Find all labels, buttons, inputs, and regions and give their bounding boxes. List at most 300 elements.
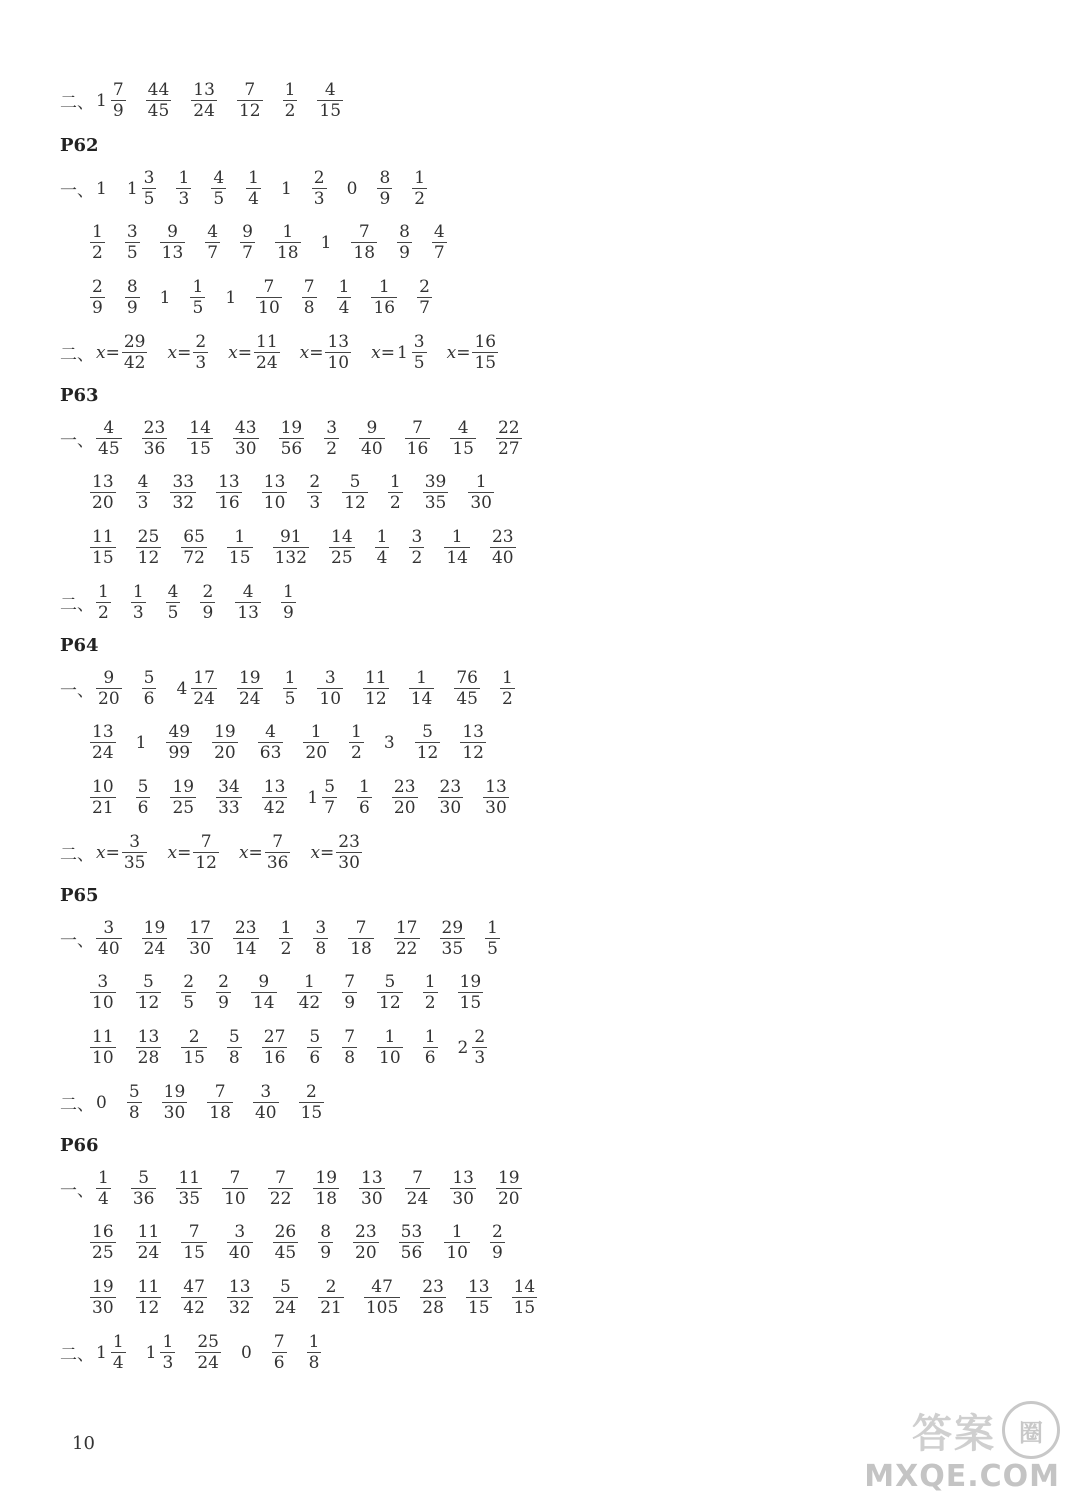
answer-row bbox=[60, 332, 498, 373]
answer-item bbox=[307, 1027, 322, 1068]
fraction bbox=[265, 832, 291, 873]
fraction bbox=[317, 668, 343, 709]
answer-item bbox=[127, 1082, 142, 1123]
denominator: 21 bbox=[320, 1298, 342, 1318]
numerator: 3 bbox=[103, 918, 115, 938]
fraction bbox=[405, 1168, 431, 1209]
answer-row bbox=[60, 1082, 324, 1123]
numerator: 2 bbox=[202, 582, 214, 602]
fraction bbox=[96, 668, 122, 709]
numerator: 23 bbox=[355, 1222, 377, 1242]
numerator: 91 bbox=[279, 527, 302, 547]
fraction bbox=[279, 418, 305, 459]
numerator: 1 bbox=[92, 222, 103, 242]
fraction bbox=[351, 222, 377, 263]
fraction bbox=[90, 972, 116, 1013]
numerator: 17 bbox=[193, 668, 215, 688]
denominator: 9 bbox=[379, 189, 391, 209]
answer-item bbox=[444, 1222, 470, 1263]
fraction bbox=[90, 722, 116, 763]
fraction bbox=[222, 1168, 248, 1209]
integer-answer: 1 bbox=[159, 287, 171, 308]
fraction bbox=[342, 1027, 357, 1068]
fraction bbox=[136, 972, 162, 1013]
answer-item bbox=[136, 472, 151, 513]
numerator: 1 bbox=[112, 1332, 124, 1352]
numerator: 7 bbox=[358, 222, 370, 242]
answer-item bbox=[468, 472, 494, 513]
numerator: 3 bbox=[129, 832, 141, 852]
denominator: 18 bbox=[276, 243, 299, 263]
denominator: 42 bbox=[183, 1298, 205, 1318]
denominator: 10 bbox=[224, 1189, 246, 1209]
answer-item bbox=[262, 472, 288, 513]
answer-item bbox=[412, 168, 427, 209]
answer-row bbox=[60, 1222, 505, 1263]
denominator: 16 bbox=[373, 298, 396, 318]
answer-item bbox=[450, 418, 476, 459]
numerator: 19 bbox=[163, 1082, 186, 1102]
numerator: 5 bbox=[422, 722, 433, 742]
numerator: 7 bbox=[200, 832, 212, 852]
numerator: 19 bbox=[315, 1168, 338, 1188]
fraction bbox=[191, 668, 217, 709]
answer-item bbox=[222, 1168, 248, 1209]
numerator: 4 bbox=[242, 582, 254, 602]
answer-item bbox=[321, 233, 332, 253]
fraction bbox=[96, 582, 111, 623]
answer-item bbox=[146, 1332, 176, 1373]
denominator: 15 bbox=[228, 548, 251, 568]
numerator: 13 bbox=[361, 1168, 383, 1188]
numerator: 1 bbox=[416, 668, 427, 688]
numerator: 13 bbox=[467, 1277, 490, 1297]
answer-item bbox=[146, 80, 172, 121]
fraction bbox=[281, 582, 296, 623]
numerator: 5 bbox=[279, 1277, 291, 1297]
answer-item bbox=[233, 918, 259, 959]
fraction bbox=[187, 418, 213, 459]
equation-lhs: x= bbox=[167, 842, 192, 863]
fraction bbox=[377, 1027, 403, 1068]
denominator: 8 bbox=[315, 939, 327, 959]
denominator: 9 bbox=[112, 101, 124, 121]
denominator: 2 bbox=[389, 493, 401, 513]
answer-item bbox=[310, 832, 361, 873]
whole-number: 4 bbox=[176, 678, 188, 699]
fraction bbox=[211, 168, 226, 209]
fraction bbox=[432, 222, 447, 263]
fraction bbox=[423, 972, 438, 1013]
answer-item bbox=[90, 722, 116, 763]
denominator: 9 bbox=[126, 298, 138, 318]
answer-item bbox=[297, 972, 323, 1013]
answer-item bbox=[329, 527, 355, 568]
answer-item bbox=[233, 418, 259, 459]
numerator: 5 bbox=[137, 777, 149, 797]
fraction bbox=[142, 168, 157, 209]
denominator: 4 bbox=[248, 189, 259, 209]
answer-item bbox=[195, 1332, 221, 1373]
equation-lhs: x= bbox=[238, 842, 263, 863]
fraction bbox=[142, 418, 168, 459]
denominator: 13 bbox=[161, 243, 184, 263]
answer-item bbox=[377, 972, 403, 1013]
answer-item bbox=[136, 733, 147, 753]
fraction bbox=[312, 168, 327, 209]
fraction bbox=[96, 418, 122, 459]
fraction bbox=[146, 80, 172, 121]
fraction bbox=[90, 1222, 116, 1263]
answer-item bbox=[405, 418, 431, 459]
numerator: 1 bbox=[384, 1027, 396, 1047]
denominator: 9 bbox=[320, 1243, 332, 1263]
denominator: 20 bbox=[98, 689, 120, 709]
fraction bbox=[90, 222, 105, 263]
numerator: 23 bbox=[234, 918, 257, 938]
numerator: 2 bbox=[325, 1277, 337, 1297]
denominator: 18 bbox=[209, 1103, 231, 1123]
numerator: 4 bbox=[433, 222, 445, 242]
denominator: 35 bbox=[178, 1189, 201, 1209]
numerator: 1 bbox=[98, 1168, 109, 1188]
answer-item bbox=[423, 472, 449, 513]
denominator: 4 bbox=[376, 548, 388, 568]
fraction bbox=[472, 332, 498, 373]
numerator: 19 bbox=[497, 1168, 520, 1188]
answer-item bbox=[90, 1027, 116, 1068]
denominator: 4 bbox=[338, 298, 350, 318]
denominator: 7 bbox=[419, 298, 430, 318]
fraction bbox=[490, 527, 516, 568]
fraction bbox=[468, 472, 494, 513]
numerator: 3 bbox=[143, 168, 155, 188]
fraction bbox=[262, 1027, 288, 1068]
answer-item bbox=[176, 1168, 202, 1209]
denominator: 8 bbox=[308, 1353, 320, 1373]
fraction bbox=[454, 668, 480, 709]
answer-item bbox=[246, 168, 261, 209]
numerator: 1 bbox=[282, 222, 294, 242]
numerator: 1 bbox=[451, 1222, 463, 1242]
fraction bbox=[136, 527, 162, 568]
denominator: 30 bbox=[234, 439, 257, 459]
denominator: 30 bbox=[92, 1298, 114, 1318]
equation-lhs: x= bbox=[371, 342, 395, 363]
denominator: 36 bbox=[132, 1189, 155, 1209]
denominator: 12 bbox=[195, 853, 217, 873]
denominator: 2 bbox=[351, 743, 362, 763]
denominator: 15 bbox=[474, 353, 497, 373]
denominator: 5 bbox=[192, 298, 204, 318]
numerator: 1 bbox=[234, 527, 246, 547]
answer-item bbox=[348, 918, 374, 959]
denominator: 24 bbox=[137, 1243, 160, 1263]
denominator: 10 bbox=[446, 1243, 468, 1263]
answer-item bbox=[313, 918, 328, 959]
answer-item bbox=[96, 1093, 107, 1113]
denominator: 56 bbox=[400, 1243, 423, 1263]
numerator: 7 bbox=[244, 80, 256, 100]
fraction bbox=[342, 972, 357, 1013]
integer-answer: 1 bbox=[96, 178, 107, 199]
answer-item bbox=[181, 1222, 207, 1263]
numerator: 1 bbox=[178, 168, 190, 188]
fraction bbox=[181, 1027, 207, 1068]
fraction bbox=[90, 1027, 116, 1068]
numerator: 3 bbox=[126, 222, 138, 242]
numerator: 7 bbox=[303, 277, 315, 297]
denominator: 30 bbox=[189, 939, 211, 959]
denominator: 6 bbox=[143, 689, 155, 709]
answer-item bbox=[423, 1027, 438, 1068]
fraction bbox=[313, 918, 328, 959]
equation-lhs: x= bbox=[228, 342, 252, 363]
numerator: 1 bbox=[338, 277, 350, 297]
denominator: 4 bbox=[98, 1189, 109, 1209]
answer-item bbox=[440, 918, 466, 959]
integer-answer: 1 bbox=[280, 178, 292, 199]
numerator: 9 bbox=[242, 222, 253, 242]
numerator: 25 bbox=[197, 1332, 219, 1352]
integer-answer: 0 bbox=[96, 1092, 107, 1113]
answer-item bbox=[377, 1027, 403, 1068]
answer-row bbox=[60, 972, 483, 1013]
numerator: 13 bbox=[218, 472, 240, 492]
fraction bbox=[227, 1027, 242, 1068]
denominator: 15 bbox=[467, 1298, 490, 1318]
numerator: 29 bbox=[123, 332, 146, 352]
denominator: 45 bbox=[98, 439, 120, 459]
whole-number: 1 bbox=[126, 178, 138, 199]
numerator: 7 bbox=[214, 1082, 226, 1102]
fraction bbox=[279, 918, 294, 959]
fraction bbox=[273, 1222, 299, 1263]
answer-item bbox=[466, 1277, 492, 1318]
answer-item bbox=[399, 1222, 425, 1263]
question-label: 一、 bbox=[60, 431, 94, 451]
fraction bbox=[216, 972, 231, 1013]
answer-item bbox=[273, 527, 309, 568]
denominator: 15 bbox=[183, 1048, 205, 1068]
answer-item bbox=[191, 80, 217, 121]
fraction bbox=[337, 277, 352, 318]
numerator: 23 bbox=[338, 832, 360, 852]
answer-row bbox=[60, 277, 432, 318]
fraction bbox=[90, 1277, 116, 1318]
numerator: 7 bbox=[412, 418, 423, 438]
denominator: 3 bbox=[137, 493, 149, 513]
denominator: 14 bbox=[410, 689, 433, 709]
fraction bbox=[472, 1027, 487, 1068]
answer-item bbox=[392, 777, 418, 818]
fraction bbox=[417, 277, 432, 318]
answer-item bbox=[409, 527, 424, 568]
numerator: 43 bbox=[234, 418, 257, 438]
numerator: 65 bbox=[183, 527, 205, 547]
answer-item bbox=[281, 179, 292, 199]
numerator: 7 bbox=[229, 1168, 241, 1188]
fraction bbox=[227, 1277, 253, 1318]
fraction bbox=[450, 418, 476, 459]
answer-item bbox=[96, 1168, 111, 1209]
equation-lhs: x= bbox=[310, 842, 335, 863]
denominator: 30 bbox=[452, 1189, 474, 1209]
numerator: 13 bbox=[92, 472, 114, 492]
denominator: 14 bbox=[446, 548, 468, 568]
numerator: 23 bbox=[143, 418, 166, 438]
denominator: 21 bbox=[92, 798, 114, 818]
fraction bbox=[409, 527, 424, 568]
answer-row bbox=[60, 1027, 487, 1068]
fraction bbox=[371, 277, 397, 318]
denominator: 5 bbox=[183, 993, 195, 1013]
fraction bbox=[423, 1027, 438, 1068]
answer-item bbox=[377, 168, 392, 209]
whole-number: 1 bbox=[145, 1342, 157, 1363]
denominator: 16 bbox=[218, 493, 240, 513]
fraction bbox=[359, 1168, 385, 1209]
answer-item bbox=[142, 418, 168, 459]
denominator: 9 bbox=[92, 298, 103, 318]
fraction bbox=[90, 472, 116, 513]
denominator: 8 bbox=[228, 1048, 240, 1068]
fraction bbox=[313, 1168, 339, 1209]
fraction bbox=[297, 972, 323, 1013]
denominator: 24 bbox=[256, 353, 278, 373]
fraction bbox=[181, 1277, 207, 1318]
numerator: 1 bbox=[280, 918, 292, 938]
numerator: 5 bbox=[143, 972, 154, 992]
numerator: 1 bbox=[284, 80, 296, 100]
answer-item bbox=[96, 1332, 126, 1373]
numerator: 5 bbox=[309, 1027, 321, 1047]
fraction bbox=[392, 777, 418, 818]
fraction bbox=[318, 1222, 333, 1263]
denominator: 35 bbox=[424, 493, 447, 513]
numerator: 9 bbox=[103, 668, 115, 688]
denominator: 6 bbox=[424, 1048, 436, 1068]
fraction bbox=[268, 1168, 294, 1209]
denominator: 10 bbox=[263, 493, 286, 513]
answer-item bbox=[253, 1082, 279, 1123]
denominator: 20 bbox=[92, 493, 114, 513]
question-label: 一、 bbox=[60, 681, 94, 701]
fraction bbox=[412, 332, 427, 373]
numerator: 7 bbox=[112, 80, 124, 100]
numerator: 1 bbox=[303, 972, 315, 992]
fraction bbox=[500, 668, 515, 709]
numerator: 39 bbox=[424, 472, 447, 492]
answer-item bbox=[96, 918, 122, 959]
fraction bbox=[409, 668, 435, 709]
denominator: 22 bbox=[269, 1189, 292, 1209]
integer-answer: 0 bbox=[240, 1342, 252, 1363]
fraction bbox=[136, 777, 151, 818]
fraction bbox=[399, 1222, 425, 1263]
answer-item bbox=[167, 332, 208, 373]
answer-item bbox=[190, 277, 205, 318]
fraction bbox=[342, 472, 368, 513]
answer-item bbox=[375, 527, 390, 568]
numerator: 13 bbox=[137, 1027, 160, 1047]
fraction bbox=[273, 1277, 299, 1318]
denominator: 2 bbox=[98, 603, 109, 623]
numerator: 9 bbox=[167, 222, 178, 242]
integer-answer: 1 bbox=[135, 732, 147, 753]
numerator: 1 bbox=[389, 472, 401, 492]
question-label: 二、 bbox=[60, 1345, 94, 1365]
fraction bbox=[348, 918, 374, 959]
denominator: 8 bbox=[128, 1103, 140, 1123]
numerator: 1 bbox=[501, 668, 513, 688]
fraction bbox=[181, 1222, 207, 1263]
numerator: 29 bbox=[441, 918, 464, 938]
equation-lhs: x= bbox=[167, 342, 192, 363]
answer-item bbox=[216, 472, 242, 513]
denominator: 12 bbox=[344, 493, 366, 513]
answer-item bbox=[420, 1277, 446, 1318]
answer-item bbox=[353, 1222, 379, 1263]
fraction bbox=[377, 168, 392, 209]
fraction bbox=[170, 777, 196, 818]
denominator: 3 bbox=[195, 353, 207, 373]
numerator: 1 bbox=[378, 277, 390, 297]
denominator: 10 bbox=[327, 353, 350, 373]
numerator: 4 bbox=[207, 222, 219, 242]
numerator: 3 bbox=[97, 972, 109, 992]
denominator: 3 bbox=[162, 1353, 174, 1373]
integer-answer: 0 bbox=[346, 178, 358, 199]
denominator: 45 bbox=[456, 689, 478, 709]
answer-item bbox=[127, 168, 157, 209]
denominator: 9 bbox=[202, 603, 214, 623]
numerator: 4 bbox=[265, 722, 276, 742]
fraction bbox=[237, 668, 263, 709]
fraction bbox=[377, 972, 403, 1013]
denominator: 5 bbox=[167, 603, 179, 623]
answer-item bbox=[239, 832, 290, 873]
answer-row bbox=[60, 1332, 321, 1373]
fraction bbox=[405, 418, 431, 459]
fraction bbox=[96, 1168, 111, 1209]
answer-item bbox=[227, 1222, 253, 1263]
numerator: 11 bbox=[256, 332, 278, 352]
fraction bbox=[307, 1027, 322, 1068]
answer-item bbox=[166, 582, 181, 623]
numerator: 1 bbox=[351, 722, 362, 742]
answer-item bbox=[170, 472, 196, 513]
numerator: 1 bbox=[192, 277, 204, 297]
numerator: 19 bbox=[214, 722, 236, 742]
answer-item bbox=[490, 1222, 505, 1263]
denominator: 99 bbox=[168, 743, 191, 763]
denominator: 3 bbox=[313, 189, 325, 209]
denominator: 18 bbox=[315, 1189, 338, 1209]
numerator: 2 bbox=[188, 1027, 200, 1047]
answer-item bbox=[131, 1168, 157, 1209]
answer-item bbox=[136, 527, 162, 568]
answer-item bbox=[228, 332, 279, 373]
answer-item bbox=[324, 418, 339, 459]
denominator: 2 bbox=[326, 439, 338, 459]
whole-number: 1 bbox=[396, 342, 408, 363]
answer-row bbox=[60, 418, 522, 459]
answer-item bbox=[313, 1168, 339, 1209]
answer-item bbox=[136, 972, 162, 1013]
numerator: 44 bbox=[147, 80, 170, 100]
numerator: 11 bbox=[137, 1277, 160, 1297]
